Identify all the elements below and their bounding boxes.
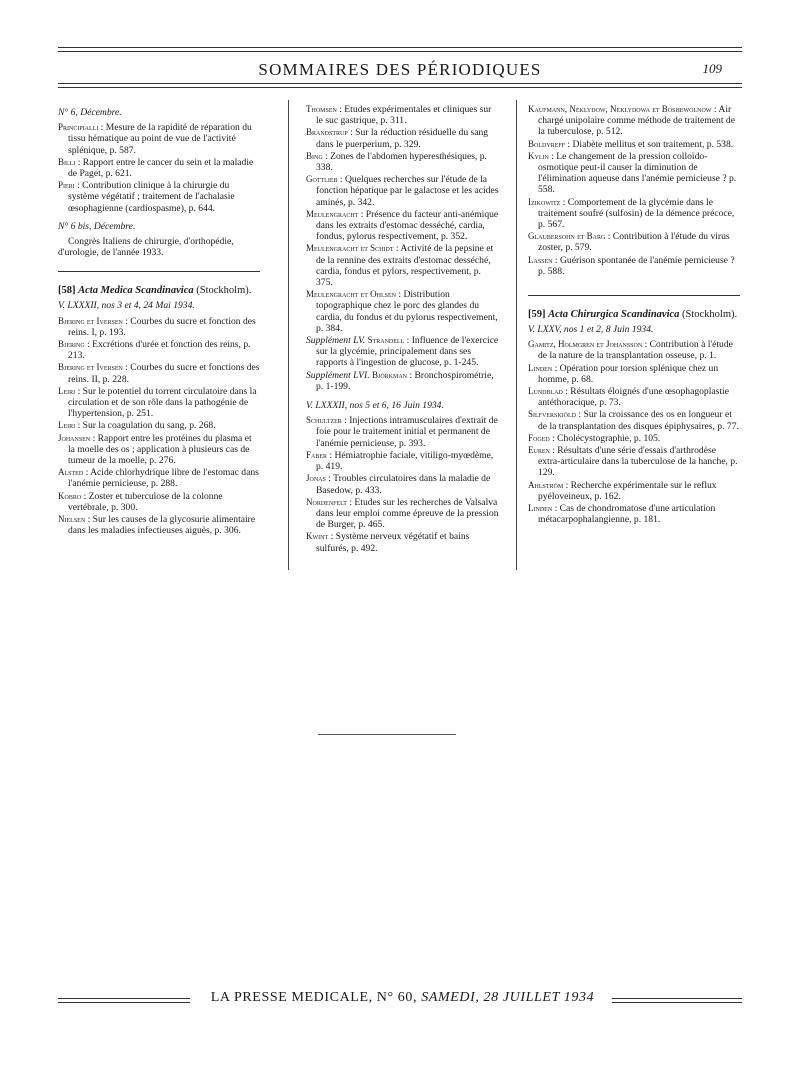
entry-text: : Influence de l'exercice sur la glycémie, principalement dans ses rapports à l'ingestion de glucose, p. 1-245. (316, 335, 499, 369)
entry-text: : Troubles circulatoires dans la maladie de Basedow, p. 433. (316, 473, 491, 496)
congress-note: Congrès Italiens de chirurgie, d'orthopédie, d'urologie, de l'année 1933. (58, 236, 234, 259)
entry-text: : Opération pour torsion splénique chez un homme, p. 68. (538, 362, 719, 385)
entry-text: : Sur la réduction résiduelle du sang dans le puerperium, p. 329. (316, 127, 489, 150)
entry (528, 151, 740, 196)
entry-text: : Quelques recherches sur l'étude de la fonction hépatique par le galactose et les acides aminés, p. 342. (316, 174, 499, 208)
column-divider (516, 100, 517, 570)
entry-list (528, 339, 740, 525)
entry-author: Linden (528, 503, 553, 514)
entry (58, 386, 260, 420)
entry-text: : Hémiatrophie faciale, vitiligo-myœdème, p. 419. (316, 449, 494, 473)
entry-author: Euren (528, 445, 550, 456)
entry-text: : Sur le potentiel du torrent circulatoire dans la circulation et de son rôle dans la pathogénie de l'hypertension, p. 251. (68, 385, 257, 420)
entry (306, 209, 499, 243)
section-heading-58 (58, 285, 260, 297)
footer-journal: LA PRESSE MEDICALE, N° 60, (210, 990, 418, 1005)
supplement-entry (306, 370, 499, 392)
entry-author: Pieri (58, 180, 75, 191)
entry-text: : Système nerveux végétatif et bains sulfurés, p. 492. (316, 531, 470, 554)
entry (528, 503, 740, 525)
entry-author: Lassen (528, 254, 553, 265)
supplement-label: Supplément LV. (306, 335, 366, 347)
entry-author: Johansen (58, 432, 91, 443)
entry-text: : Distribution topographique chez le porc des glandes du cardia, du fondus et du pylorus respectivement, p. 384. (316, 289, 498, 334)
entry (528, 445, 740, 479)
entry-text: : Sur les causes de la glycosurie alimentaire dans les maladies infectieuses aiguës, p. 306. (68, 514, 256, 537)
entry (58, 157, 260, 179)
entry-author: Lundblad (528, 386, 563, 397)
entry (528, 386, 740, 408)
section-title: Acta Medica Scandinavica (78, 285, 194, 297)
entry-text: : Comportement de la glycémie dans le traitement soufré (sulfosin) de la démence précoce, p. 567. (538, 196, 735, 231)
section-heading-59 (528, 309, 740, 321)
entry (58, 339, 260, 361)
entry-author: Bing (306, 150, 323, 161)
entry (528, 409, 740, 431)
entry-list (528, 104, 740, 277)
entry-author: Izikowitz (528, 196, 561, 207)
entry-author: Strandell (367, 335, 405, 346)
entry-text: : Diabète mellitus et son traitement, p. 538. (565, 138, 734, 150)
entry (528, 255, 740, 277)
entry-author: Bjering et Iversen (58, 362, 123, 373)
entry (528, 197, 740, 231)
entry (528, 363, 740, 385)
entry-author: Gottlieb (306, 174, 338, 185)
entry-author: Kwint (306, 531, 329, 542)
entry-author: Nielsen (58, 514, 86, 525)
entry-author: Silfverskiöld (528, 409, 577, 420)
entry-author: Nordenfelt (306, 496, 347, 507)
page-footer (0, 990, 800, 1014)
entry-text: : Le changement de la pression colloïdo-osmotique peut-il causer la diminution de l'élimination aqueuse dans l'anémie pernicieuse ? p. 558. (538, 150, 737, 196)
section-divider (58, 271, 260, 272)
issue-heading: N° 6, Décembre. (58, 107, 122, 118)
entry-author: Bjering (58, 339, 85, 350)
entry (306, 473, 499, 495)
entry-text: : Excrétions d'urée et fonction des reins, p. 213. (68, 339, 251, 362)
entry (306, 174, 499, 208)
entry (306, 531, 499, 553)
entry-author: Glaubersohn et Barg (528, 231, 606, 242)
footer-date: SAMEDI, 28 JUILLET 1934 (421, 990, 595, 1005)
entry-text: : Contribution à l'étude de la nature de la transplantation osseuse, p. 1. (538, 339, 733, 362)
entry-author: Jonas (306, 473, 326, 484)
entry-text: : Rapport entre les protéines du plasma et la moelle des os ; application à plusieurs cas de tumeur de la moelle, p. 276. (68, 432, 252, 467)
footer-rule (612, 998, 742, 1003)
entry-text: : Cas de chondromatose d'une articulation métacarpophalangienne, p. 181. (538, 503, 716, 526)
entry-text: : Etudes expérimentales et cliniques sur le suc gastrique, p. 311. (316, 104, 492, 127)
entry-text: : Etudes sur les recherches de Valsalva dans leur emploi comme épreuve de la pression de Burger, p. 465. (316, 496, 499, 531)
entry-author: Thomsen (306, 104, 337, 114)
entry-author: Billi (58, 156, 76, 167)
entry-author: Leiri (58, 420, 76, 431)
entry-text: : Présence du facteur anti-anémique dans les extraits d'estomac desséché, cardia, fondus, pylorus respectivement, p. 352. (316, 208, 499, 243)
end-rule (318, 734, 456, 735)
entry (528, 480, 740, 502)
section-number: [59] (528, 309, 546, 321)
supplement-label: Supplément LVI. (306, 369, 370, 381)
entry (58, 122, 260, 156)
entry-author: Alsted (58, 467, 84, 478)
entry-text: : Activité de la pepsine et de la rennine des extraits d'estomac desséché, cardia, fondus et pylors, respectivement, p. 375. (316, 243, 494, 289)
entry (58, 362, 260, 384)
entry-author: Meulengracht et Schidt (306, 243, 394, 254)
entry-text: : Zones de l'abdomen hyperesthésiques, p. 338. (316, 150, 487, 174)
column-2 (306, 104, 499, 555)
entry (528, 104, 740, 138)
column-1 (58, 104, 260, 538)
entry-author: Kaufmann, Neklydow, Neklydowa et Boshewolnow (528, 104, 712, 114)
entry (58, 491, 260, 513)
entry-author: Brandstrup (306, 127, 348, 138)
entry-author: Ahlström (528, 479, 564, 490)
entry (306, 289, 499, 334)
column-divider (288, 100, 289, 570)
entry (58, 514, 260, 536)
entry-text: : Résultats d'une série d'essais d'arthrodèse extra-articulaire dans la tuberculose de la hanche, p. 129. (538, 445, 738, 479)
entry-text: : Rapport entre le cancer du sein et la maladie de Paget, p. 621. (68, 156, 254, 180)
entry (528, 139, 740, 150)
entry-author: Foged (528, 432, 550, 443)
entry (306, 450, 499, 472)
section-place: (Stockholm). (682, 309, 738, 321)
entry-author: Kylin (528, 150, 549, 161)
entry-text: : Cholécystographie, p. 105. (549, 432, 661, 444)
issue-heading: V. LXXXII, nos 3 et 4, 24 Mai 1934. (58, 300, 195, 312)
entry-author: Leiri (58, 385, 76, 396)
issue-heading: V. LXXV, nos 1 et 2, 8 Juin 1934. (528, 324, 654, 336)
page-number: 109 (702, 61, 722, 76)
entry-author: Bjering et Iversen (58, 315, 123, 326)
entry (58, 467, 260, 489)
issue-heading: N° 6 bis, Décembre. (58, 220, 136, 232)
entry (306, 127, 499, 149)
entry-text: : Contribution clinique à la chirurgie du système végétatif ; traitement de l'achalasie œsophagienne (cardiospasme), p. 644. (68, 180, 235, 214)
top-rule (58, 47, 742, 52)
entry-author: Kobro (58, 490, 82, 501)
entry-text: : Sur la croissance des os en longueur et de la transplantation des disques épiphysaires, p. 77. (538, 409, 739, 432)
entry (58, 316, 260, 338)
entry-text: : Guérison spontanée de l'anémie pernicieuse ? p. 588. (538, 254, 735, 277)
entry-text: : Acide chlorhydrique libre de l'estomac dans l'anémie pernicieuse, p. 288. (68, 467, 259, 490)
entry-list (306, 415, 499, 553)
entry-author: Meulengracht (306, 208, 359, 219)
entry (306, 243, 499, 288)
entry (306, 104, 499, 126)
entry-text: : Injections intramusculaires d'extrait de foie pour le traitement initial et permanent de l'anémie pernicieuse, p. 393. (316, 415, 498, 449)
entry (528, 433, 740, 444)
entry-text: : Résultats éloignés d'une œsophagoplastie antéthoracique, p. 73. (538, 386, 729, 409)
issue-heading: V. LXXXII, nos 5 et 6, 16 Juin 1934. (306, 400, 444, 412)
header-rule (58, 83, 742, 88)
entry-author: Principialli (58, 122, 99, 133)
entry-list (58, 122, 260, 214)
entry (528, 339, 740, 361)
supplement-entry (306, 335, 499, 369)
column-3 (528, 104, 740, 527)
entry-text: : Sur la coagulation du sang, p. 268. (75, 420, 216, 432)
entry (528, 231, 740, 253)
entry-text: : Courbes du sucre et fonction des reins. I, p. 193. (68, 315, 256, 338)
entry-author: Björkman (372, 369, 408, 380)
entry-author: Linden (528, 362, 553, 373)
entry-text: : Courbes du sucre et fonctions des reins. II, p. 228. (68, 362, 260, 385)
entry (58, 420, 260, 431)
entry-author: Schultzer (306, 415, 342, 426)
entry-text: : Zoster et tuberculose de la colonne vertébrale, p. 300. (68, 490, 223, 513)
entry-text: : Mesure de la rapidité de réparation du tissu hématique au point de vue de l'activité splénique, p. 587. (68, 122, 252, 156)
entry (306, 415, 499, 449)
entry-text: : Bronchospirométrie, p. 1-199. (316, 369, 494, 392)
section-place: (Stockholm). (196, 285, 252, 297)
entry-text: : Recherche expérimentale sur le reflux pyéloveineux, p. 162. (538, 479, 717, 502)
entry-author: Boldyreff (528, 138, 566, 149)
entry (306, 151, 499, 173)
entry-list (58, 316, 260, 537)
section-title: Acta Chirurgica Scandinavica (548, 309, 680, 321)
entry (58, 433, 260, 467)
entry (306, 497, 499, 531)
section-number: [58] (58, 285, 76, 297)
footer-rule (58, 998, 190, 1003)
section-divider (528, 295, 740, 296)
entry-list (306, 104, 499, 334)
page-header-title: SOMMAIRES DES PÉRIODIQUES (258, 60, 542, 79)
footer-text (200, 990, 605, 1006)
entry-author: Gamitz, Holmgren et Johansson (528, 339, 643, 350)
entry-author: Meulengracht et Ohlsen (306, 289, 396, 300)
entry-text: : Contribution à l'étude du virus zoster, p. 579. (538, 231, 730, 254)
entry-text: : Air chargé unipolaire comme méthode de traitement de la tuberculose, p. 512. (538, 104, 735, 138)
entry (58, 180, 260, 214)
entry-author: Faber (306, 449, 328, 460)
